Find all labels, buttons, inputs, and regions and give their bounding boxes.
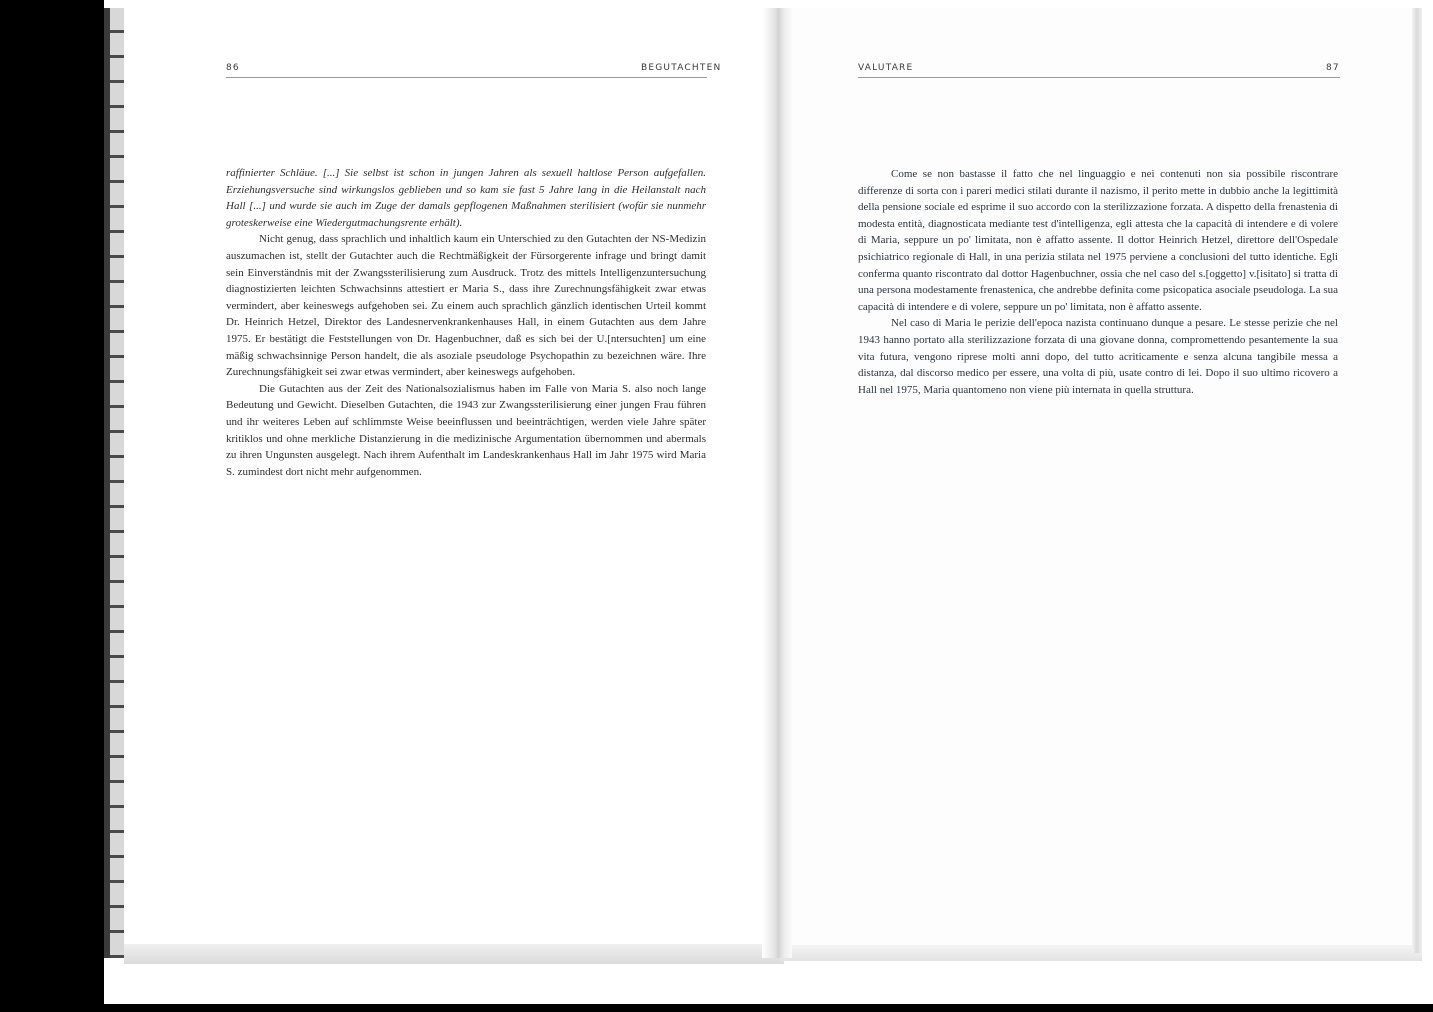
book-gutter <box>762 8 792 958</box>
right-page-bottom-edge <box>780 945 1422 961</box>
body-paragraph: Nicht genug, dass sprachlich und inhaltlich kaum ein Unterschied zu den Gutachten der NS-Medizin auszumachen ist, stellt der Gutachter auch die Rechtmäßigkeit der Fürsorgerente infrage und bringt damit sein Einverständnis mit der Zwangssterilisierung zum Ausdruck. Trotz des mittels Intelligenzuntersuchung diagnostizierten leichten Schwachsinns attestiert er Maria S., dass ihre Zurechnungsfähigkeit zwar etwas vermindert, aber keineswegs aufgehoben sei. Zu einem auch sprachlich gänzlich identischen Urteil kommt Dr. Heinrich Hetzel, Direktor des Landesnervenkrankenhauses Hall, in einem Gutachten aus dem Jahre 1975. Er bestätigt die Feststellungen von Dr. Hagenbuchner, daß es sich bei der U.[ntersuchten] um eine mäßig schwachsinnige Person handelt, die als asoziale pseudologe Psychopathin zu bezeichnen wäre. Ihre Zurechnungsfähigkeit sei zwar etwas vermindert, aber keineswegs aufgehoben. <box>226 233 706 379</box>
left-running-head: BEGUTACHTEN <box>641 63 722 73</box>
page-stack-edge <box>104 8 124 958</box>
left-page-bottom-edge <box>124 944 784 964</box>
body-paragraph: Nel caso di Maria le perizie dell'epoca nazista continuano dunque a pesare. Le stesse perizie che nel 1943 hanno portato alla sterilizzazione forzata di una giovane donna, compromettendo pesantemente la sua vita futura, vengono riprese molti anni dopo, del tutto acriticamente e senza alcuna tangibile messa a distanza, dal discorso medico per essere, una volta di più, usate contro di lei. Dopo il suo ultimo ricovero a Hall nel 1975, Maria quantomeno non viene più internata in quella struttura. <box>858 317 1338 396</box>
right-page <box>780 8 1420 953</box>
left-header-rule <box>226 77 707 78</box>
body-paragraph: Die Gutachten aus der Zeit des Nationalsozialismus haben im Falle von Maria S. also noch lange Bedeutung und Gewicht. Dieselben Gutachten, die 1943 zur Zwangssterilisierung einer jungen Frau führen und ihr weiteres Leben auf schlimmste Weise beeinflussen und beeinträchtigen, werden viele Jahre später kritiklos und ohne merkliche Distanzierung in die medizinische Argumentation übernommen und abermals zu ihren Ungunsten ausgelegt. Nach ihrem Aufenthalt im Landeskrankenhaus Hall im Jahr 1975 wird Maria S. zumindest dort nicht mehr aufgenommen. <box>226 382 706 478</box>
left-page-number: 86 <box>226 63 240 73</box>
left-page <box>124 8 774 958</box>
body-paragraph: Come se non bastasse il fatto che nel linguaggio e nei contenuti non sia possibile riscontrare differenze di sorta con i pareri medici stilati durante il nazismo, il perito mette in dubbio anche la legittimità della pensione sociale ed esprime il suo accordo con la sterilizzazione forzata. A dispetto della frenastenia di modesta entità, diagnosticata mediante test d'intelligenza, egli attesta che la capacità di intendere e di volere di Maria, seppure un po' limitata, non è affatto assente. Il dottor Heinrich Hetzel, direttore dell'Ospedale psichiatrico regionale di Hall, in una perizia stilata nel 1975 perviene a conclusioni del tutto identiche. Egli conferma quanto riscontrato dal dottor Hagenbuchner, ossia che nel caso del s.[oggetto] v.[isitato] si tratta di una persona modestamente frenastenica, che andrebbe definita come psicopatica asociale pseudologa. La sua capacità di intendere e di volere, seppure un po' limitata, non è affatto assente. <box>858 168 1338 313</box>
left-page-body <box>226 165 706 480</box>
scanner-background-left <box>0 0 104 1012</box>
right-page-body <box>858 166 1338 398</box>
right-running-head: VALUTARE <box>858 63 914 73</box>
right-header-rule <box>858 77 1340 78</box>
scanner-background-bottom <box>0 1004 1433 1012</box>
right-page-edge <box>1412 8 1422 953</box>
body-paragraph: raffinierter Schläue. [...] Sie selbst ist schon in jungen Jahren als sexuell haltlose Person aufgefallen. Erziehungsversuche sind wirkungslos geblieben und so kam sie fast 5 Jahre lang in die Heilanstalt nach Hall [...] und wurde sie auch im Zuge der damals gepflogenen Maßnahmen sterilisiert (wofür sie nunmehr groteskerweise eine Wiedergutmachungsrente erhält). <box>226 167 706 229</box>
right-page-number: 87 <box>1326 63 1340 73</box>
